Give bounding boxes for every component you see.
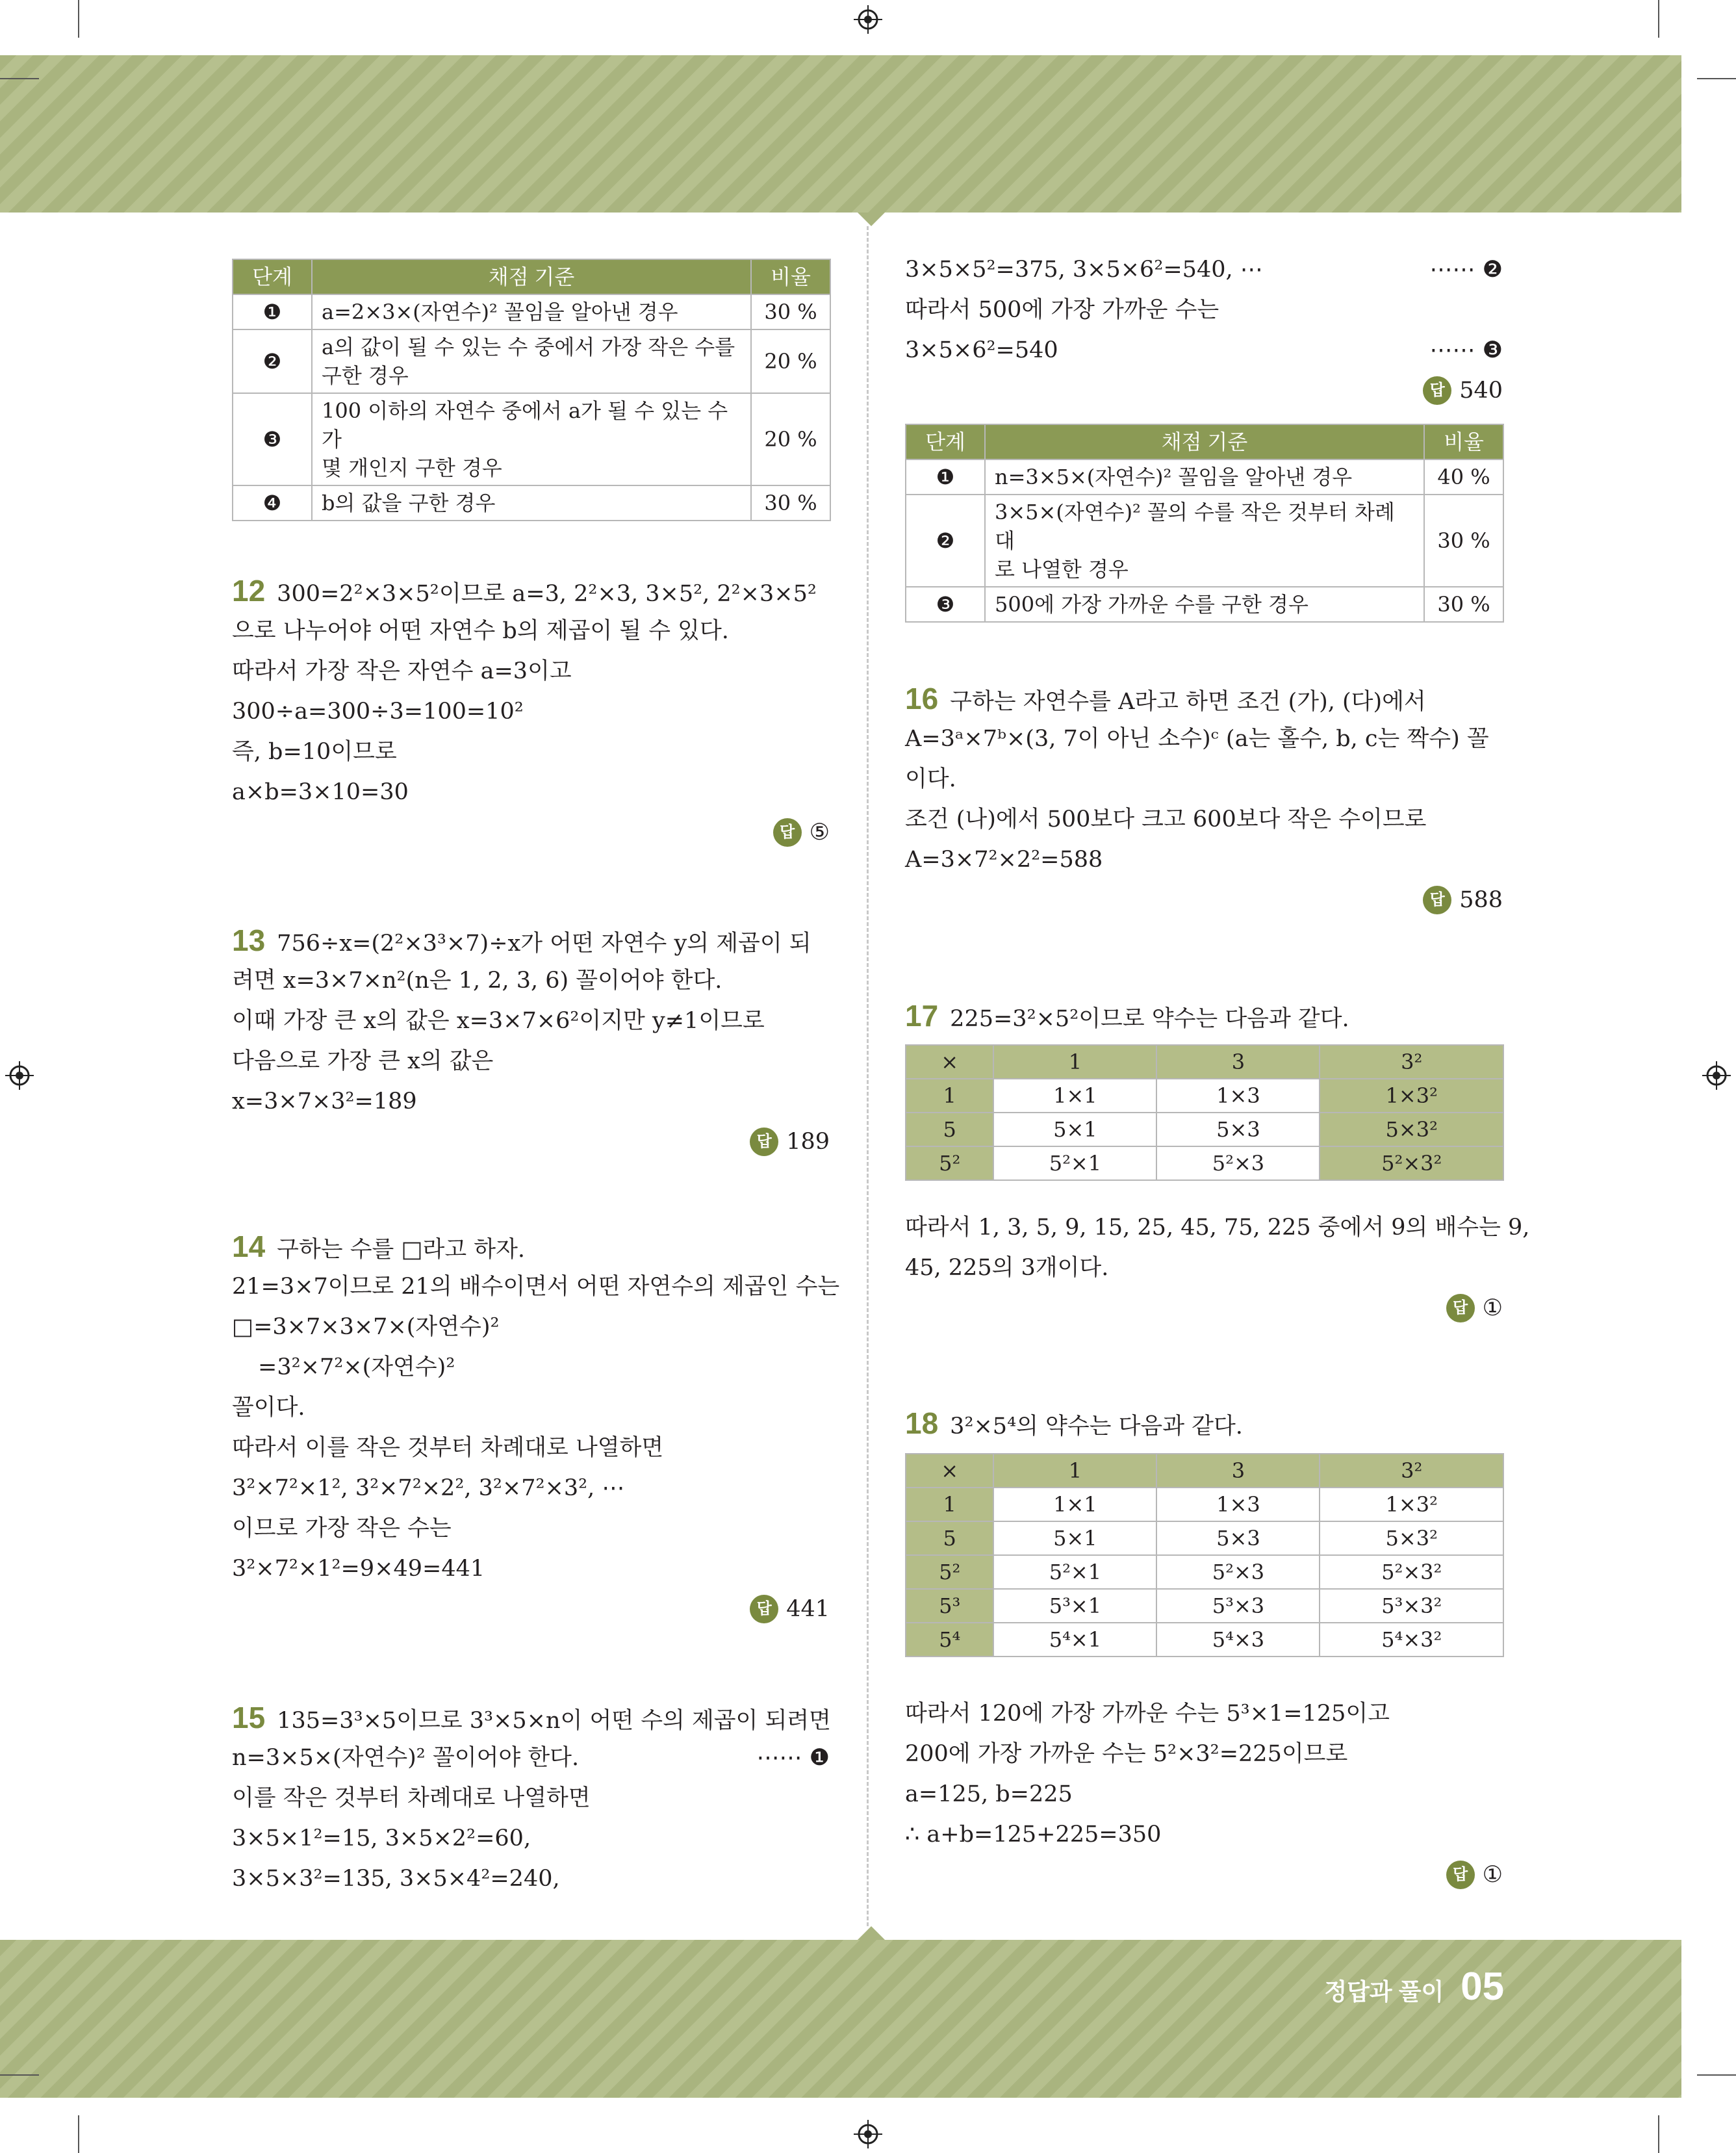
row-header-cell: 5 — [906, 1521, 993, 1555]
solution-line: 3×5×1²=15, 3×5×2²=60, — [232, 1825, 531, 1851]
criterion-cell — [312, 294, 751, 329]
solution-line: 300=2²×3×5²이므로 a=3, 2²×3, 3×5², 2²×3×5² — [277, 581, 817, 607]
problem-number: 13 — [232, 923, 266, 957]
criterion-cell — [985, 459, 1424, 495]
table-cell: 5⁴×1 — [993, 1623, 1156, 1657]
highlighted-cell: 5×3² — [1320, 1113, 1503, 1146]
table-cell: 5×1 — [993, 1521, 1156, 1555]
answer — [750, 1127, 830, 1157]
footer-notch — [858, 1926, 885, 1940]
table-cell: 1×3² — [1320, 1488, 1503, 1521]
criterion-text: 3×5×(자연수)² 꼴의 수를 작은 것부터 차례대 — [995, 500, 1395, 553]
criterion-text: a의 값이 될 수 있는 수 중에서 가장 작은 수를 — [322, 335, 735, 359]
criterion-text: 500에 가장 가까운 수를 구한 경우 — [995, 592, 1308, 617]
solution-13 — [232, 925, 830, 1172]
row-header-cell: 1 — [906, 1079, 993, 1113]
registration-mark-icon — [854, 2120, 882, 2148]
solution-line: ∴ a+b=125+225=350 — [905, 1822, 1162, 1848]
answer-value: 540 — [1459, 378, 1503, 404]
table-cell: 5²×1 — [993, 1555, 1156, 1589]
table-row — [233, 294, 830, 329]
solution-line: =3²×7²×(자연수)² — [258, 1354, 455, 1380]
solution-line: 구하는 자연수를 A라고 하면 조건 (가), (다)에서 — [950, 689, 1426, 715]
table-cell: 1×1 — [993, 1488, 1156, 1521]
solution-line: a=125, b=225 — [905, 1781, 1073, 1807]
ratio-cell: 40 % — [1424, 459, 1503, 495]
criterion-text: a=2×3×(자연수)² 꼴임을 알아낸 경우 — [322, 300, 678, 324]
table-row — [906, 587, 1503, 622]
criterion-text: 100 이하의 자연수 중에서 a가 될 수 있는 수가 — [322, 398, 728, 452]
answer-badge: 답 — [1423, 376, 1451, 405]
solution-line: 200에 가장 가까운 수는 5²×3²=225이므로 — [905, 1741, 1348, 1767]
crop-mark — [78, 2115, 79, 2153]
table-row — [233, 329, 830, 393]
solution-line: 3×5×6²=540 — [905, 337, 1058, 363]
solution-line: a×b=3×10=30 — [232, 779, 409, 805]
solution-line: 이다. — [905, 766, 956, 792]
table-row — [906, 495, 1503, 587]
ratio-cell: 30 % — [1424, 587, 1503, 622]
registration-mark-icon — [5, 1061, 34, 1090]
table-header-cell: 3² — [1320, 1045, 1503, 1079]
criterion-text: 구한 경우 — [322, 363, 409, 388]
table-cell: 5²×3 — [1156, 1555, 1320, 1589]
page-number: 05 — [1461, 1965, 1504, 2008]
crop-mark — [1697, 78, 1736, 79]
table-header: 단계 — [233, 259, 312, 294]
answer-value: ① — [1482, 1862, 1503, 1888]
answer — [750, 1594, 830, 1624]
column-divider — [867, 226, 869, 1926]
solution-line: 3²×5⁴의 약수는 다음과 같다. — [950, 1413, 1243, 1439]
criterion-cell — [312, 329, 751, 393]
solution-17-conclusion — [905, 1213, 1530, 1330]
answer-value: 441 — [786, 1596, 830, 1622]
solution-15 — [232, 1703, 830, 1911]
table-cell: 5³×3 — [1156, 1589, 1320, 1623]
table-cell: 5²×3 — [1156, 1146, 1320, 1180]
step-marker: ❷ — [233, 329, 312, 393]
table-header-cell: 3² — [1320, 1454, 1503, 1488]
table-header-cell: 1 — [993, 1045, 1156, 1079]
ratio-cell: 20 % — [751, 329, 830, 393]
divisor-table-18 — [905, 1453, 1504, 1657]
highlighted-cell: 1×3² — [1320, 1079, 1503, 1113]
solution-line: 려면 x=3×7×n²(n은 1, 2, 3, 6) 꼴이어야 한다. — [232, 968, 722, 994]
solution-line: 이때 가장 큰 x의 값은 x=3×7×6²이지만 y≠1이므로 — [232, 1008, 765, 1034]
step-marker: ❹ — [233, 485, 312, 521]
solution-line: 조건 (나)에서 500보다 크고 600보다 작은 수이므로 — [905, 806, 1427, 832]
answer-value: ① — [1482, 1295, 1503, 1321]
table-row — [906, 1555, 1503, 1589]
solution-line: 3²×7²×1², 3²×7²×2², 3²×7²×3², ⋯ — [232, 1475, 625, 1501]
solution-line: 이므로 가장 작은 수는 — [232, 1515, 452, 1541]
table-header: 단계 — [906, 424, 985, 459]
table-cell: 5³×3² — [1320, 1589, 1503, 1623]
table-row — [233, 393, 830, 485]
criterion-cell — [985, 587, 1424, 622]
table-row — [233, 485, 830, 521]
solution-17 — [905, 1001, 1503, 1040]
ratio-cell: 30 % — [1424, 495, 1503, 587]
row-header-cell: 5 — [906, 1113, 993, 1146]
answer-badge: 답 — [1446, 1861, 1475, 1889]
ratio-cell: 20 % — [751, 393, 830, 485]
crop-mark — [1658, 2115, 1659, 2153]
table-row — [906, 1146, 1503, 1180]
table-header: 채점 기준 — [985, 424, 1424, 459]
solution-line: □=3×7×3×7×(자연수)² — [232, 1314, 500, 1340]
solution-line: 따라서 500에 가장 가까운 수는 — [905, 297, 1219, 323]
table-cell: 5²×1 — [993, 1146, 1156, 1180]
step-mark: ⋯⋯ ❸ — [1429, 337, 1503, 363]
answer-badge: 답 — [1423, 886, 1451, 914]
criterion-cell — [312, 393, 751, 485]
table-cell: 1×3 — [1156, 1488, 1320, 1521]
table-cell: 5³×1 — [993, 1589, 1156, 1623]
table-row — [906, 1488, 1503, 1521]
table-row — [906, 1623, 1503, 1657]
solution-line: 즉, b=10이므로 — [232, 739, 397, 765]
table-header: 채점 기준 — [312, 259, 751, 294]
solution-line: 따라서 이를 작은 것부터 차례대로 나열하면 — [232, 1435, 664, 1461]
table-cell: 5×1 — [993, 1113, 1156, 1146]
crop-mark — [0, 78, 39, 79]
crop-mark — [1697, 2074, 1736, 2076]
table-header-cell: 1 — [993, 1454, 1156, 1488]
criterion-text: n=3×5×(자연수)² 꼴임을 알아낸 경우 — [995, 465, 1353, 489]
table-cell: 5×3² — [1320, 1521, 1503, 1555]
solution-15-continued — [905, 255, 1503, 411]
solution-line: 따라서 1, 3, 5, 9, 15, 25, 45, 75, 225 중에서 9의 배수는 9, — [905, 1215, 1530, 1241]
solution-line: 135=3³×5이므로 3³×5×n이 어떤 수의 제곱이 되려면 — [277, 1708, 831, 1734]
step-marker: ❶ — [906, 459, 985, 495]
criterion-cell — [312, 485, 751, 521]
footer-title: 정답과 풀이 — [1324, 1978, 1444, 2005]
header-band — [0, 55, 1681, 213]
solution-line: A=3×7²×2²=588 — [905, 847, 1103, 873]
table-row — [906, 1589, 1503, 1623]
step-mark: ⋯⋯ ❶ — [756, 1745, 830, 1771]
highlighted-cell: 5²×3² — [1320, 1146, 1503, 1180]
table-header-cell: × — [906, 1454, 993, 1488]
table-cell: 5×3 — [1156, 1113, 1320, 1146]
scoring-table-15 — [905, 424, 1504, 623]
registration-mark-icon — [854, 5, 882, 34]
crop-mark — [0, 2074, 39, 2076]
ratio-cell: 30 % — [751, 294, 830, 329]
solution-line: A=3ᵃ×7ᵇ×(3, 7이 아닌 소수)ᶜ (a는 홀수, b, c는 짝수) 꼴 — [905, 726, 1489, 752]
crop-mark — [1658, 0, 1659, 38]
problem-number: 14 — [232, 1230, 266, 1263]
table-cell: 5×3 — [1156, 1521, 1320, 1555]
crop-mark — [78, 0, 79, 38]
problem-number: 16 — [905, 682, 939, 716]
solution-line: 21=3×7이므로 21의 배수이면서 어떤 자연수의 제곱인 수는 — [232, 1274, 840, 1300]
header-notch — [858, 213, 885, 226]
scoring-table-11 — [232, 259, 831, 521]
solution-line: 꼴이다. — [232, 1395, 305, 1421]
table-row — [906, 1079, 1503, 1113]
row-header-cell: 5⁴ — [906, 1623, 993, 1657]
answer — [1446, 1860, 1503, 1890]
answer — [1446, 1293, 1503, 1323]
page-footer — [1324, 1964, 1504, 2009]
problem-number: 12 — [232, 574, 266, 608]
row-header-cell: 5² — [906, 1555, 993, 1589]
solution-16 — [905, 684, 1503, 931]
row-header-cell: 5² — [906, 1146, 993, 1180]
divisor-table-17 — [905, 1044, 1504, 1181]
answer-value: ⑤ — [809, 819, 830, 845]
table-row — [906, 459, 1503, 495]
solution-14 — [232, 1230, 840, 1634]
table-row — [906, 1113, 1503, 1146]
step-marker: ❷ — [906, 495, 985, 587]
problem-number: 18 — [905, 1406, 939, 1440]
table-cell: 5²×3² — [1320, 1555, 1503, 1589]
solution-line: 이를 작은 것부터 차례대로 나열하면 — [232, 1785, 591, 1811]
table-header: 비율 — [751, 259, 830, 294]
solution-18-conclusion — [905, 1699, 1503, 1894]
step-marker: ❸ — [906, 587, 985, 622]
problem-number: 15 — [232, 1701, 266, 1734]
table-cell: 1×3 — [1156, 1079, 1320, 1113]
criterion-text: 로 나열한 경우 — [995, 557, 1129, 582]
row-header-cell: 1 — [906, 1488, 993, 1521]
table-cell: 5⁴×3 — [1156, 1623, 1320, 1657]
solution-line: 으로 나누어야 어떤 자연수 b의 제곱이 될 수 있다. — [232, 618, 729, 644]
solution-line: 3²×7²×1²=9×49=441 — [232, 1556, 485, 1582]
answer — [1423, 885, 1503, 915]
table-header-cell: × — [906, 1045, 993, 1079]
solution-line: x=3×7×3²=189 — [232, 1089, 417, 1115]
solution-line: 45, 225의 3개이다. — [905, 1255, 1109, 1281]
registration-mark-icon — [1702, 1061, 1731, 1090]
step-mark: ⋯⋯ ❷ — [1429, 257, 1503, 283]
solution-line: 따라서 가장 작은 자연수 a=3이고 — [232, 658, 572, 684]
answer-badge: 답 — [750, 1128, 778, 1156]
answer — [1423, 376, 1503, 406]
solution-line: 300÷a=300÷3=100=10² — [232, 699, 524, 725]
answer-badge: 답 — [750, 1595, 778, 1623]
criterion-text: 몇 개인지 구한 경우 — [322, 456, 502, 480]
table-cell: 1×1 — [993, 1079, 1156, 1113]
answer — [773, 818, 830, 847]
solution-line: 3×5×5²=375, 3×5×6²=540, ⋯ — [905, 257, 1263, 283]
row-header-cell: 5³ — [906, 1589, 993, 1623]
answer-value: 588 — [1459, 887, 1503, 913]
step-marker: ❶ — [233, 294, 312, 329]
answer-badge: 답 — [1446, 1294, 1475, 1322]
solution-line: 3×5×3²=135, 3×5×4²=240, — [232, 1866, 560, 1892]
table-header-cell: 3 — [1156, 1454, 1320, 1488]
answer-badge: 답 — [773, 818, 802, 847]
table-header-cell: 3 — [1156, 1045, 1320, 1079]
solution-12 — [232, 576, 830, 862]
solution-line: 225=3²×5²이므로 약수는 다음과 같다. — [950, 1006, 1349, 1032]
answer-value: 189 — [786, 1129, 830, 1155]
solution-line: 756÷x=(2²×3³×7)÷x가 어떤 자연수 y의 제곱이 되 — [277, 931, 811, 957]
table-header: 비율 — [1424, 424, 1503, 459]
solution-line: 다음으로 가장 큰 x의 값은 — [232, 1048, 494, 1074]
solution-line: 구하는 수를 □라고 하자. — [277, 1237, 526, 1263]
criterion-text: b의 값을 구한 경우 — [322, 491, 496, 515]
table-cell: 5⁴×3² — [1320, 1623, 1503, 1657]
solution-line: n=3×5×(자연수)² 꼴이어야 한다. — [232, 1745, 580, 1771]
solution-line: 따라서 120에 가장 가까운 수는 5³×1=125이고 — [905, 1701, 1390, 1727]
ratio-cell: 30 % — [751, 485, 830, 521]
criterion-cell — [985, 495, 1424, 587]
step-marker: ❸ — [233, 393, 312, 485]
solution-18 — [905, 1408, 1503, 1447]
table-row — [906, 1521, 1503, 1555]
problem-number: 17 — [905, 999, 939, 1033]
